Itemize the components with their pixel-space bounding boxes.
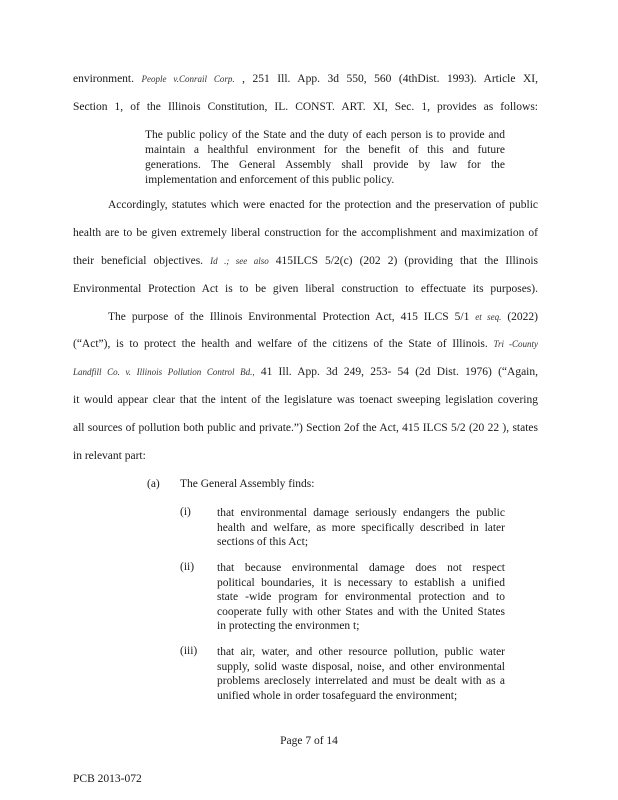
para2-line1: Accordingly, statutes which were enacted for the protection and the preservation of public: [108, 199, 538, 211]
quote-line: The public policy of the State and the duty of each person is to provide and: [145, 129, 505, 141]
subitem-line: that air, water, and other resource pollution, public water: [217, 646, 505, 658]
constitution-quote: [145, 128, 505, 188]
subitem-line: health and welfare, as more specifically described in later: [217, 521, 505, 534]
para1-line2: Section 1, of the Illinois Constitution, IL. CONST. ART. XI, Sec. 1, provides as follows:: [73, 101, 538, 113]
text-run: 415ILCS 5/2(c) (202 2) (providing that the Illinois: [275, 255, 539, 267]
text-run: (2022): [507, 311, 538, 323]
quote-line: maintain a healthful environment for the benefit of this and future: [145, 144, 505, 156]
para3-line6: in relevant part:: [73, 450, 146, 462]
case-citation: Tri -County: [493, 339, 539, 349]
para2-line4: Environmental Protection Act is to be given liberal construction to effectuate its purposes).: [73, 283, 538, 295]
list-item-a: [147, 478, 315, 490]
quote-line: implementation and enforcement of this public policy.: [145, 174, 395, 186]
subitem-line: sections of this Act;: [217, 536, 309, 548]
para3-line3: [73, 366, 538, 378]
text-run: , 251 Ill. App. 3d 550, 560 (4thDist. 1993). Article XI,: [242, 73, 539, 85]
text-run: environment.: [73, 73, 134, 85]
subitem-line: that because environmental damage does not respect: [217, 562, 505, 574]
text-run: 41 Ill. App. 3d 249, 253- 54 (2d Dist. 1976) (“Again,: [260, 366, 539, 378]
subitem-line: supply, solid waste disposal, noise, and other environmental: [217, 660, 505, 673]
para3-line2: [73, 338, 538, 350]
list-label: (a): [147, 478, 160, 490]
list-text: The General Assembly finds:: [180, 478, 315, 490]
subitem-number: (i): [180, 506, 191, 518]
subitem-line: state -wide program for environmental protection and to: [217, 591, 505, 603]
page-number: Page 7 of 14: [280, 735, 338, 747]
subitem-line: political boundaries, it is necessary to establish a unified: [217, 576, 505, 589]
quote-line: generations. The General Assembly shall provide by law for the: [145, 159, 505, 171]
citation-signal: Id .; see also: [210, 256, 269, 266]
subitem-number: (ii): [180, 561, 195, 573]
subitem-line: unified whole in order tosafeguard the environment;: [217, 689, 458, 702]
para3-line4: it would appear clear that the intent of the legislature was toenact sweeping legislation covering: [73, 394, 538, 406]
subitem-line: problems areclosely interrelated and must be dealt with as a: [217, 675, 505, 687]
para2-line2: health are to be given extremely liberal construction for the accomplishment and maximization of: [73, 227, 538, 239]
subitem-line: in protecting the environmen t;: [217, 620, 360, 632]
para3-line1: [108, 311, 538, 323]
document-id: PCB 2013-072: [73, 773, 142, 785]
para2-line3: [73, 255, 538, 267]
subitem-line: that environmental damage seriously endangers the public: [217, 507, 505, 519]
case-citation: Landfill Co. v. Illinois Pollution Control Bd.,: [73, 367, 255, 377]
para3-line5: all sources of pollution both public and private.”) Section 2of the Act, 415 ILCS 5/2 (20 22 ), states: [73, 422, 538, 434]
subitem-line: cooperate fully with other States and with the United States: [217, 605, 505, 618]
text-run: (“Act”), is to protect the health and welfare of the citizens of the State of Illinois.: [73, 338, 488, 350]
case-citation: People v.Conrail Corp.: [141, 74, 235, 84]
para1-line1: [73, 73, 538, 85]
text-run: their beneficial objectives.: [73, 255, 204, 267]
citation-signal: et seq.: [475, 312, 502, 322]
text-run: The purpose of the Illinois Environmental Protection Act, 415 ILCS 5/1: [108, 311, 470, 323]
subitem-number: (iii): [180, 645, 198, 657]
